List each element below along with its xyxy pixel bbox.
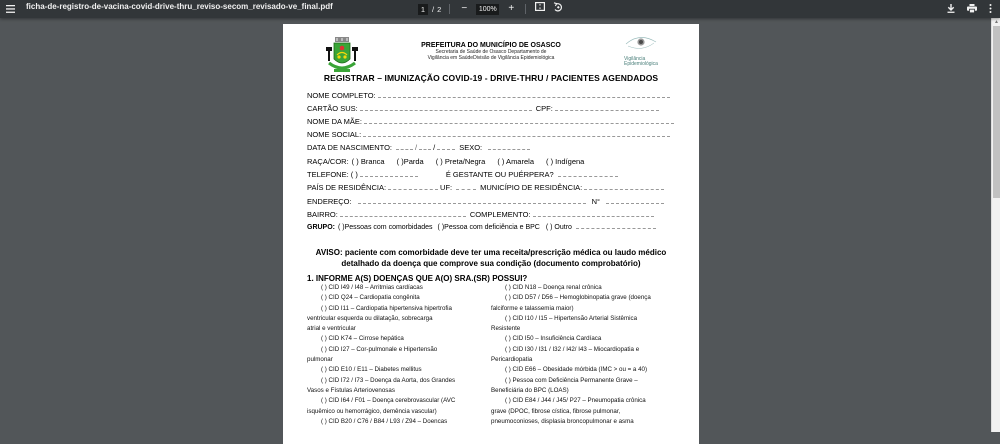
zoom-in-button[interactable] xyxy=(505,2,517,16)
field-cartao-sus[interactable] xyxy=(307,104,659,113)
download-icon xyxy=(947,4,955,13)
birth-month-line[interactable] xyxy=(419,144,431,150)
cpf-line[interactable] xyxy=(555,105,659,111)
field-data-nascimento[interactable] xyxy=(307,143,530,152)
nome-social-label: NOME SOCIAL: xyxy=(307,130,362,139)
nome-social-line[interactable] xyxy=(363,131,670,137)
numero-line[interactable] xyxy=(606,198,664,204)
pdf-toolbar xyxy=(0,0,1000,18)
plus-icon: + xyxy=(508,3,515,14)
comorbidity-item[interactable]: ( ) CID Q24 – Cardiopatia congênita xyxy=(321,294,420,302)
comorbidity-item[interactable]: ( ) CID I27 – Cor-pulmonale e Hipertensão xyxy=(321,345,438,353)
menu-icon xyxy=(6,5,15,13)
raca-option-indigena[interactable]: ( ) Indígena xyxy=(546,157,585,166)
comorbidity-item-continuation: Pericardiopatia xyxy=(491,356,533,364)
gestante-label: É GESTANTE OU PUÉRPERA? xyxy=(445,170,554,179)
comorbidity-item-continuation: pulmonar xyxy=(307,356,333,364)
comorbidity-item[interactable]: ( ) CID K74 – Cirrose hepática xyxy=(321,335,404,343)
date-separator: / xyxy=(433,143,436,152)
rotate-icon xyxy=(553,2,563,12)
uf-line[interactable] xyxy=(456,184,476,190)
aviso-line-2: detalhado da doença que comprove sua condição (documento comprobatório) xyxy=(341,259,641,268)
comorbidity-list-left xyxy=(307,283,501,427)
comorbidity-item[interactable]: ( ) CID N18 – Doença renal crônica xyxy=(505,284,602,291)
bairro-label: BAIRRO: xyxy=(307,210,338,219)
grupo-outro-line[interactable] xyxy=(576,223,656,229)
pdf-page xyxy=(283,24,699,444)
cpf-label: CPF: xyxy=(535,104,553,113)
field-bairro[interactable] xyxy=(307,210,654,219)
telefone-label: TELEFONE: ( ) xyxy=(307,170,358,179)
fit-to-page-button[interactable] xyxy=(534,2,546,16)
nome-completo-label: NOME COMPLETO: xyxy=(307,91,376,100)
comorbidity-item-continuation: ventricular esquerda ou dilatação, sobrecarga xyxy=(307,314,433,322)
comorbidity-item[interactable]: ( ) CID I72 / I73 – Doença da Aorta, dos Grandes xyxy=(321,376,456,384)
raca-cor-label: RAÇA/COR: xyxy=(307,157,349,166)
page-separator: / xyxy=(432,4,435,14)
download-button[interactable] xyxy=(947,0,955,18)
vigilancia-epidemiologica-logo xyxy=(620,34,660,68)
scrollbar-thumb[interactable] xyxy=(993,26,1000,198)
more-actions-button[interactable] xyxy=(989,0,992,18)
municipio-residencia-label: MUNICÍPIO DE RESIDÊNCIA: xyxy=(480,183,583,192)
field-grupo xyxy=(307,223,656,231)
raca-option-amarela[interactable]: ( ) Amarela xyxy=(497,157,534,166)
scroll-up-icon[interactable]: ▲ xyxy=(994,19,999,25)
comorbidity-item[interactable]: ( ) CID I30 / I31 / I32 / I42/ I43 – Miocardiopatia e xyxy=(505,345,640,353)
field-nome-mae[interactable] xyxy=(307,117,674,126)
field-nome-completo[interactable] xyxy=(307,91,670,100)
raca-option-preta[interactable]: ( ) Preta/Negra xyxy=(435,157,486,166)
data-nascimento-label: DATA DE NASCIMENTO: xyxy=(307,143,393,152)
comorbidity-item[interactable]: ( ) CID I50 – Insuficiência Cardíaca xyxy=(505,335,602,343)
comorbidity-item[interactable]: ( ) CID B20 / C76 / B84 / L93 / Z94 – Doencas xyxy=(321,417,448,425)
page-number-input[interactable]: 1 xyxy=(418,4,428,15)
comorbidity-list-right xyxy=(491,283,685,427)
comorbidity-item-continuation: falciforme e talassemia maior) xyxy=(491,304,574,312)
complemento-label: COMPLEMENTO: xyxy=(469,210,531,219)
grupo-label: GRUPO: xyxy=(307,224,335,231)
aviso-notice xyxy=(283,247,699,269)
comorbidity-item[interactable]: ( ) CID I11 – Cardiopatia hipertensiva hipertrofia xyxy=(321,304,452,312)
print-button[interactable] xyxy=(967,0,977,18)
nome-mae-label: NOME DA MÃE: xyxy=(307,117,363,126)
nome-mae-line[interactable] xyxy=(364,118,674,124)
numero-label: N° xyxy=(591,197,601,206)
zoom-level-input[interactable]: 100% xyxy=(476,4,499,15)
comorbidity-item[interactable]: ( ) CID I10 / I15 – Hipertensão Arterial Sistêmica xyxy=(505,314,638,322)
pais-residencia-line[interactable] xyxy=(388,184,438,190)
comorbidity-item[interactable]: ( ) Pessoa com Deficiência Permanente Grave – xyxy=(505,376,638,384)
logo-text-line1: Vigilância xyxy=(624,56,646,62)
comorbidity-item-continuation: Vasos e Fístulas Arteriovenosas xyxy=(307,386,395,394)
comorbidity-item-continuation: isquêmico ou hemorrágico, demência vascular) xyxy=(307,407,437,415)
minus-icon: − xyxy=(461,3,468,14)
comorbidity-item-continuation: Resistente xyxy=(491,325,521,333)
raca-option-branca[interactable]: ( ) Branca xyxy=(351,157,385,166)
cartao-sus-line[interactable] xyxy=(360,105,532,111)
endereco-label: ENDEREÇO: xyxy=(307,197,352,206)
comorbidity-item-continuation: pneumoconioses, displasia broncopulmonar e asma xyxy=(491,417,634,425)
logo-text-line2: Epidemiológica xyxy=(624,61,658,67)
zoom-out-button[interactable] xyxy=(458,2,470,16)
osasco-coat-of-arms-icon xyxy=(325,37,359,77)
telefone-line[interactable] xyxy=(360,171,418,177)
comorbidity-item[interactable]: ( ) CID E66 – Obesidade mórbida (IMC > ou = a 40) xyxy=(505,366,648,374)
header-title: PREFEITURA DO MUNICÍPIO DE OSASCO xyxy=(421,42,561,49)
date-separator: / xyxy=(415,143,418,152)
complemento-line[interactable] xyxy=(533,211,654,217)
sexo-line[interactable] xyxy=(488,144,530,150)
field-nome-social[interactable] xyxy=(307,130,670,139)
document-title: ficha-de-registro-de-vacina-covid-drive-thru_reviso-secom_revisado-ve_final.pdf xyxy=(26,2,333,11)
field-telefone[interactable] xyxy=(307,170,618,179)
nome-completo-line[interactable] xyxy=(378,92,670,98)
field-raca-cor xyxy=(307,157,584,166)
endereco-line[interactable] xyxy=(358,198,586,204)
header-text-block xyxy=(391,42,591,61)
comorbidity-item-continuation: grave (DPOC, fibrose cística, fibrose pulmonar, xyxy=(491,407,621,415)
comorbidity-item-continuation: Beneficiária do BPC (LOAS) xyxy=(491,386,569,394)
birth-year-line[interactable] xyxy=(437,144,455,150)
menu-button[interactable] xyxy=(2,1,18,17)
sexo-label: SEXO: xyxy=(459,143,483,152)
vertical-scrollbar[interactable] xyxy=(991,18,1000,432)
page-zoom-controls xyxy=(418,2,564,16)
grupo-option-comorbidades[interactable]: ( )Pessoas com comorbidades xyxy=(338,224,433,231)
uf-label: UF: xyxy=(440,183,453,192)
document-header xyxy=(283,24,699,80)
raca-option-parda[interactable]: ( )Parda xyxy=(396,157,424,166)
print-icon xyxy=(967,4,977,13)
grupo-option-deficiencia[interactable]: ( )Pessoa com deficiência e BPC xyxy=(437,224,540,231)
birth-day-line[interactable] xyxy=(396,144,413,150)
comorbidity-item[interactable]: ( ) CID I64 / F01 – Doença cerebrovascular (AVC xyxy=(321,397,456,405)
rotate-button[interactable] xyxy=(552,2,564,17)
field-endereco[interactable] xyxy=(307,197,664,206)
toolbar-actions xyxy=(947,2,992,16)
question-1-heading: 1. INFORME A(S) DOENÇAS QUE A(O) SRA.(SR) POSSUI? xyxy=(307,274,528,283)
toolbar-divider xyxy=(449,4,450,14)
comorbidity-item[interactable]: ( ) CID I49 / I48 – Arritmias cardíacas xyxy=(321,284,423,291)
municipio-residencia-line[interactable] xyxy=(584,184,664,190)
comorbidity-item[interactable]: ( ) CID E84 / J44 / J45/ P27 – Pneumopatia crônica xyxy=(505,397,646,405)
field-residencia[interactable] xyxy=(307,183,664,192)
bairro-line[interactable] xyxy=(340,211,466,217)
gestante-line[interactable] xyxy=(558,171,618,177)
comorbidity-item[interactable]: ( ) CID E10 / E11 – Diabetes mellitus xyxy=(321,366,422,374)
aviso-line-1: AVISO: paciente com comorbidade deve ter uma receita/prescrição médica ou laudo médico xyxy=(315,248,667,257)
toolbar-divider xyxy=(525,4,526,14)
form-title: REGISTRAR – IMUNIZAÇÃO COVID-19 - DRIVE-THRU / PACIENTES AGENDADOS xyxy=(323,73,659,83)
more-vert-icon xyxy=(989,4,992,13)
total-pages: 2 xyxy=(437,4,442,14)
pais-residencia-label: PAÍS DE RESIDÊNCIA: xyxy=(307,183,387,192)
header-subtitle-1: Secretaria de Saúde de Osasco Departamento de xyxy=(435,49,547,55)
comorbidity-item[interactable]: ( ) CID D57 / D56 – Hemoglobinopatia grave (doença xyxy=(505,294,651,302)
grupo-option-outro[interactable]: ( ) Outro xyxy=(545,224,572,231)
cartao-sus-label: CARTÃO SUS: xyxy=(307,104,358,113)
comorbidity-item-continuation: atrial e ventricular xyxy=(307,325,356,333)
header-subtitle-2: Vigilância em SaúdeDivisão de Vigilância Epidemiológica xyxy=(427,55,555,61)
eye-icon xyxy=(620,34,660,52)
fit-to-page-icon xyxy=(535,2,545,11)
